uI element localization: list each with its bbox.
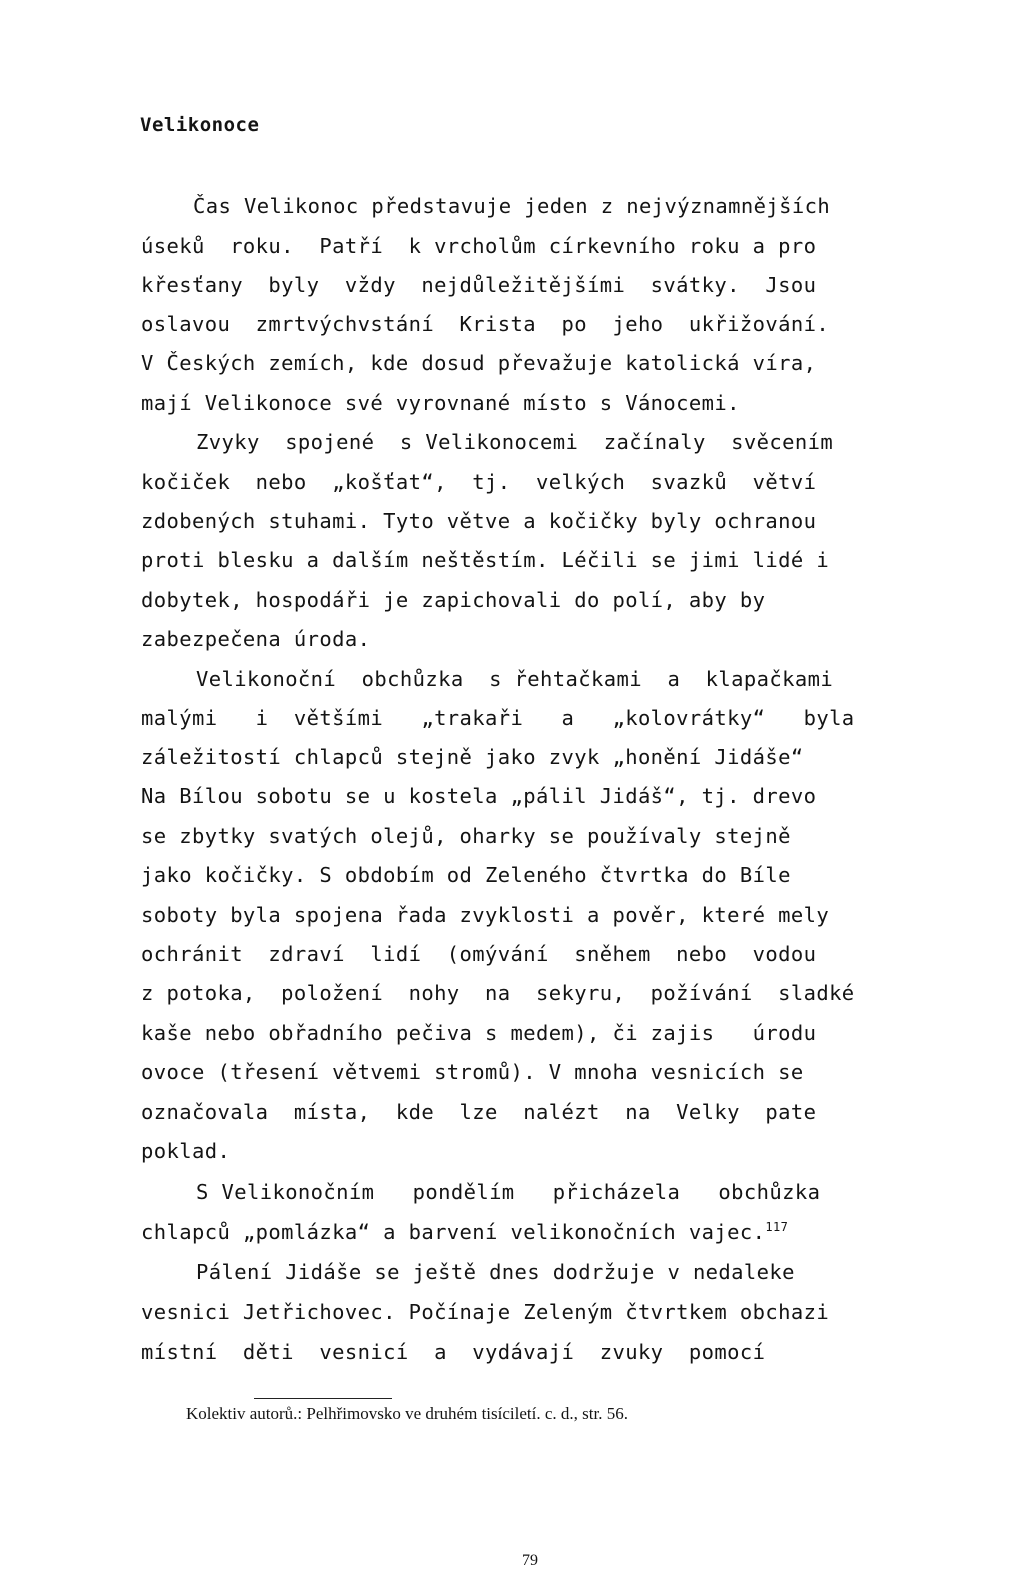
- text-line: zdobených stuhami. Tyto větve a kočičky byly ochranou: [141, 509, 817, 533]
- text-line: ovoce (třesení větvemi stromů). V mnoha vesnicích se: [141, 1060, 804, 1084]
- page-number: 79: [522, 1552, 538, 1569]
- text-line: malými i většími „trakaři a „kolovrátky“ byla: [141, 706, 855, 730]
- text-line: křesťany byly vždy nejdůležitějšími svátky. Jsou: [141, 273, 817, 297]
- footnote-separator: [254, 1398, 392, 1399]
- text-line: kaše nebo obřadního pečiva s medem), či zajis úrodu: [141, 1021, 817, 1045]
- text-line: Na Bílou sobotu se u kostela „pálil Jidáš“, tj. drevo: [141, 784, 817, 808]
- footnote: Kolektiv autorů.: Pelhřimovsko ve druhém tisíciletí. c. d., str. 56.: [186, 1404, 628, 1423]
- text-line: z potoka, položení nohy na sekyru, požívání sladké: [141, 981, 855, 1005]
- text-line: Pálení Jidáše se ještě dnes dodržuje v nedaleke: [196, 1260, 795, 1284]
- text-line: mají Velikonoce své vyrovnané místo s Vánocemi.: [141, 391, 740, 415]
- footnote-reference: 117: [765, 1220, 789, 1235]
- text-line: zabezpečena úroda.: [141, 627, 371, 651]
- text-line: V Českých zemích, kde dosud převažuje katolická víra,: [141, 351, 817, 375]
- text-line: soboty byla spojena řada zvyklosti a pověr, které mely: [141, 903, 830, 927]
- text-line: Zvyky spojené s Velikonocemi začínaly svěcením: [196, 430, 834, 454]
- text-line: proti blesku a dalším neštěstím. Léčili se jimi lidé i: [141, 548, 830, 572]
- text-line: kočiček nebo „košťat“, tj. velkých svazků větví: [141, 470, 817, 494]
- text-line: Velikonoční obchůzka s řehtačkami a klapačkami: [196, 667, 834, 691]
- text-line: vesnici Jetřichovec. Počínaje Zeleným čtvrtkem obchazi: [141, 1300, 830, 1324]
- text-line: se zbytky svatých olejů, oharky se používaly stejně: [141, 824, 791, 848]
- text-line: jako kočičky. S obdobím od Zeleného čtvrtka do Bíle: [141, 863, 791, 887]
- section-heading: Velikonoce: [140, 114, 260, 136]
- text-line: místní děti vesnicí a vydávají zvuky pomocí: [141, 1340, 766, 1364]
- text-line: [141, 1220, 788, 1244]
- text-line: poklad.: [141, 1139, 231, 1163]
- text-line: oslavou zmrtvýchvstání Krista po jeho ukřižování.: [141, 312, 830, 336]
- text-line: úseků roku. Patří k vrcholům církevního roku a pro: [141, 234, 817, 258]
- text-line: ochránit zdraví lidí (omývání sněhem nebo vodou: [141, 942, 817, 966]
- text-line: dobytek, hospodáři je zapichovali do polí, aby by: [141, 588, 766, 612]
- text-line: S Velikonočním pondělím přicházela obchůzka: [196, 1180, 821, 1204]
- text-line: označovala místa, kde lze nalézt na Velky pate: [141, 1100, 817, 1124]
- text-line: záležitostí chlapců stejně jako zvyk „honění Jidáše“: [141, 745, 804, 769]
- text-line: Čas Velikonoc představuje jeden z nejvýznamnějších: [193, 194, 831, 218]
- text-line-content: chlapců „pomlázka“ a barvení velikonočních vajec.: [141, 1220, 766, 1244]
